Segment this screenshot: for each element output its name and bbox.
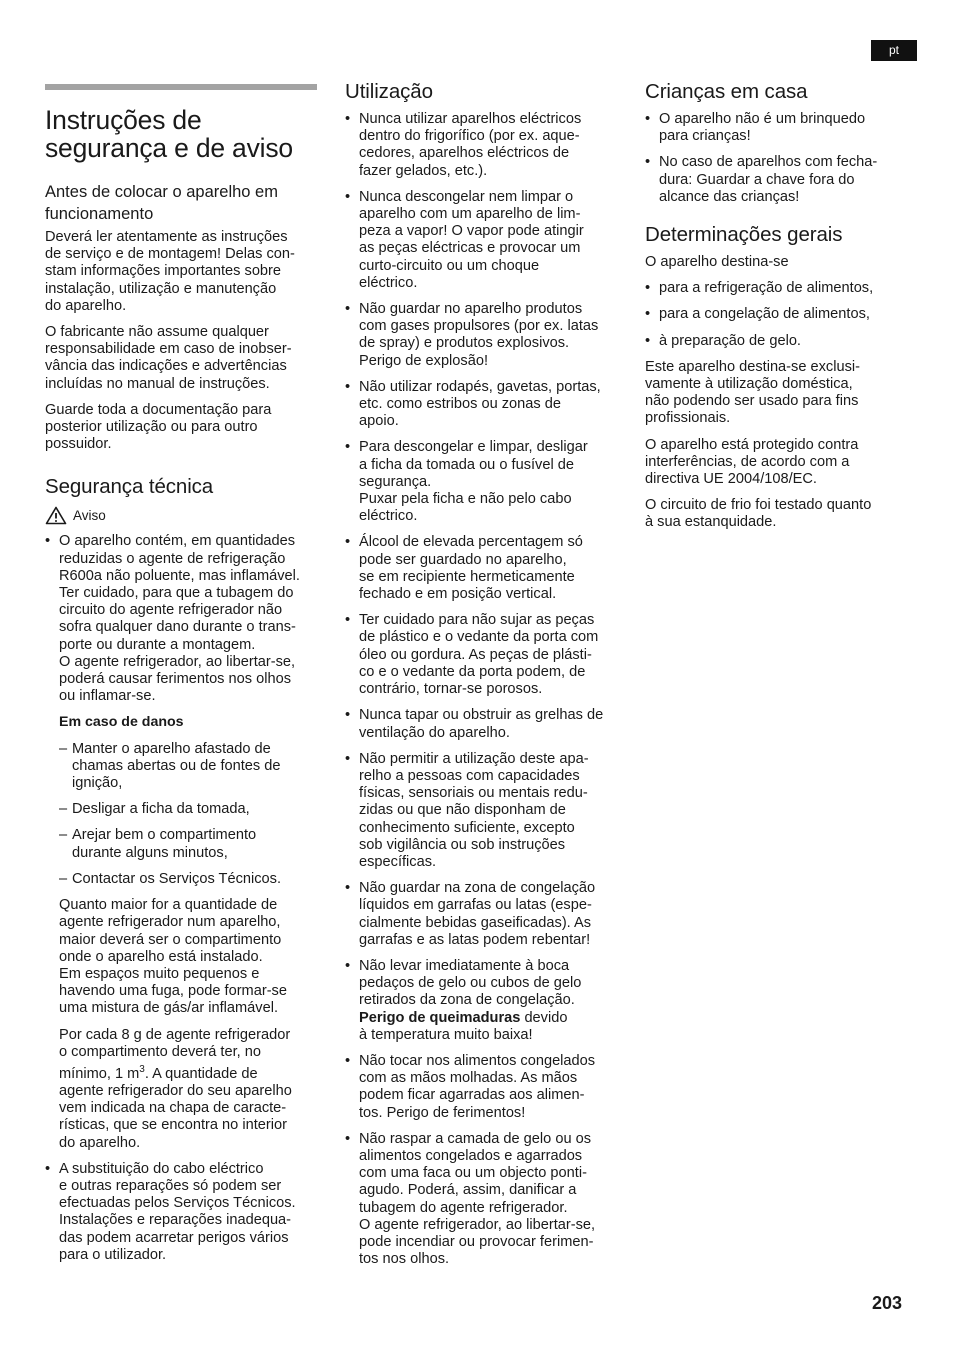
list-item: • O aparelho não é um brinquedo para crianças! xyxy=(645,111,905,145)
list-item: • Álcool de elevada percentagem só pode ser guardado no aparelho, se em recipiente hermeticamente fechado e em posição vertical. xyxy=(345,534,620,603)
list-item: • Nunca tapar ou obstruir as grelhas de ventilação do aparelho. xyxy=(345,707,620,741)
general-paragraph-3: O circuito de frio foi testado quanto à sua estanquidade. xyxy=(645,497,872,531)
list-item: • O aparelho contém, em quantidades reduzidas o agente de refrigeração R600a não poluente, mas inflamável. Ter cuidado, para que a tubagem do circuito do agente refrigerador não sofra qualquer dano durante o trans- porte ou durante a montagem. O agente refrigerador, ao libertar-se, poderá causar ferimentos nos olhos ou inflamar-se. xyxy=(45,533,317,705)
list-item: – Contactar os Serviços Técnicos. xyxy=(59,871,317,888)
list-item: • Para descongelar e limpar, desligar a ficha da tomada ou o fusível de segurança. Puxar pela ficha e não pelo cabo eléctrico. xyxy=(345,439,620,525)
list-item: • Nunca descongelar nem limpar o aparelho com um aparelho de lim- peza a vapor! O vapor pode atingir as peças eléctricas e provocar um curto-circuito ou um choque eléctrico. xyxy=(345,189,620,292)
general-paragraph-2: O aparelho está protegido contra interferências, de acordo com a directiva UE 2004/108/EC. xyxy=(645,436,859,488)
heading-technical-safety: Segurança técnica xyxy=(45,475,214,499)
list-item: • Não utilizar rodapés, gavetas, portas, etc. como estribos ou zonas de apoio. xyxy=(345,379,620,431)
list-item: – Arejar bem o compartimento durante alguns minutos, xyxy=(59,827,317,861)
section-rule xyxy=(45,84,317,90)
list-item: • à preparação de gelo. xyxy=(645,333,905,350)
usage-list xyxy=(345,111,620,1268)
column-left xyxy=(45,80,317,1273)
page-title: Instruções de segurança e de aviso xyxy=(45,105,293,163)
column-middle xyxy=(345,80,620,1277)
list-item: – Desligar a ficha da tomada, xyxy=(59,801,317,818)
damage-steps xyxy=(45,741,317,888)
column-right xyxy=(645,80,905,541)
warning-notice xyxy=(45,506,317,525)
list-item: • Não levar imediatamente à boca pedaços de gelo ou cubos de gelo retirados da zona de congelação. Perigo de queimaduras devido à temperatura muito baixa! xyxy=(345,958,620,1044)
purpose-list xyxy=(645,280,905,350)
intro-paragraph-2: O fabricante não assume qualquer responsabilidade em caso de inobser- vância das indicações e advertências incluídas no manual de instruções. xyxy=(45,324,292,392)
page-number: 203 xyxy=(872,1293,903,1313)
heading-usage: Utilização xyxy=(345,80,433,103)
damage-heading: Em caso de danos xyxy=(59,714,184,731)
heading-children: Crianças em casa xyxy=(645,80,808,103)
general-paragraph-1: Este aparelho destina-se exclusi- vamente à utilização doméstica, não podendo ser usado para fins profissionais. xyxy=(645,358,860,427)
damage-section xyxy=(45,714,317,731)
list-item: • Não guardar na zona de congelação líquidos em garrafas ou latas (espe- cialmente bebidas gaseificadas). As garrafas e as latas podem rebentar! xyxy=(345,880,620,949)
list-item: • Não permitir a utilização deste apa- relho a pessoas com capacidades físicas, sensoriais ou mentais redu- zidas ou que não disponham de conhecimento suficiente, excepto sob vigilância ou sob instruções específicas. xyxy=(345,751,620,871)
subheading-before-use: Antes de colocar o aparelho em funcionamento xyxy=(45,183,278,223)
refrigerant-paragraph: Quanto maior for a quantidade de agente refrigerador num aparelho, maior deverá ser o compartimento onde o aparelho está instalado. Em espaços muito pequenos e havendo uma fuga, pode formar-se uma mistura de gás/ar inflamável. xyxy=(59,897,287,1017)
list-item: • Nunca utilizar aparelhos eléctricos dentro do frigorífico (por ex. aque- cedores, aparelhos eléctricos de fazer gelados, etc.). xyxy=(345,111,620,180)
list-item: • para a refrigeração de alimentos, xyxy=(645,280,905,297)
list-item: • Ter cuidado para não sujar as peças de plástico e o vedante da porta com óleo ou gordura. As peças de plásti- co e o vedante da porta podem, de contrário, tornar-se porosos. xyxy=(345,612,620,698)
list-item: • Não raspar a camada de gelo ou os alimentos congelados e agarrados com uma faca ou um objecto ponti- agudo. Poderá, assim, danificar a tubagem do agente refrigerador. O agente refrigerador, ao libertar-se, pode incendiar ou provocar ferimen- tos nos olhos. xyxy=(345,1131,620,1269)
list-item: • Não tocar nos alimentos congelados com as mãos molhadas. As mãos podem ficar agarradas aos alimen- tos. Perigo de ferimentos! xyxy=(345,1053,620,1122)
list-item: • para a congelação de alimentos, xyxy=(645,306,905,323)
warning-triangle-icon xyxy=(45,506,67,525)
heading-general: Determinações gerais xyxy=(645,223,843,247)
language-tab: pt xyxy=(871,40,917,61)
refrigerant-volume-paragraph: Por cada 8 g de agente refrigerador o compartimento deverá ter, no mínimo, 1 $m^3$. A quantidade de agente refrigerador do seu aparelho vem indicada na chapa de caracte- rísticas, que se encontra no interior do aparelho. xyxy=(59,1026,292,1151)
list-item: – Manter o aparelho afastado de chamas abertas ou de fontes de ignição, xyxy=(59,741,317,793)
list-item: • No caso de aparelhos com fecha- dura: Guardar a chave fora do alcance das crianças! xyxy=(645,154,905,206)
purpose-intro: O aparelho destina-se xyxy=(645,254,789,271)
list-item: • Não guardar no aparelho produtos com gases propulsores (por ex. latas de spray) e produtos explosivos. Perigo de explosão! xyxy=(345,301,620,370)
children-list xyxy=(645,111,905,206)
intro-paragraph-1: Deverá ler atentamente as instruções de serviço e de montagem! Delas con- stam informações importantes sobre instalação, utilização e manutenção do aparelho. xyxy=(45,229,295,314)
warning-label: Aviso xyxy=(73,508,106,524)
list-item: • A substituição do cabo eléctrico e outras reparações só podem ser efectuadas pelos Serviços Técnicos. Instalações e reparações inadequa- das podem acarretar perigos vários para o utilizador. xyxy=(45,1161,317,1264)
intro-paragraph-3: Guarde toda a documentação para posterior utilização ou para outro possuidor. xyxy=(45,401,272,453)
